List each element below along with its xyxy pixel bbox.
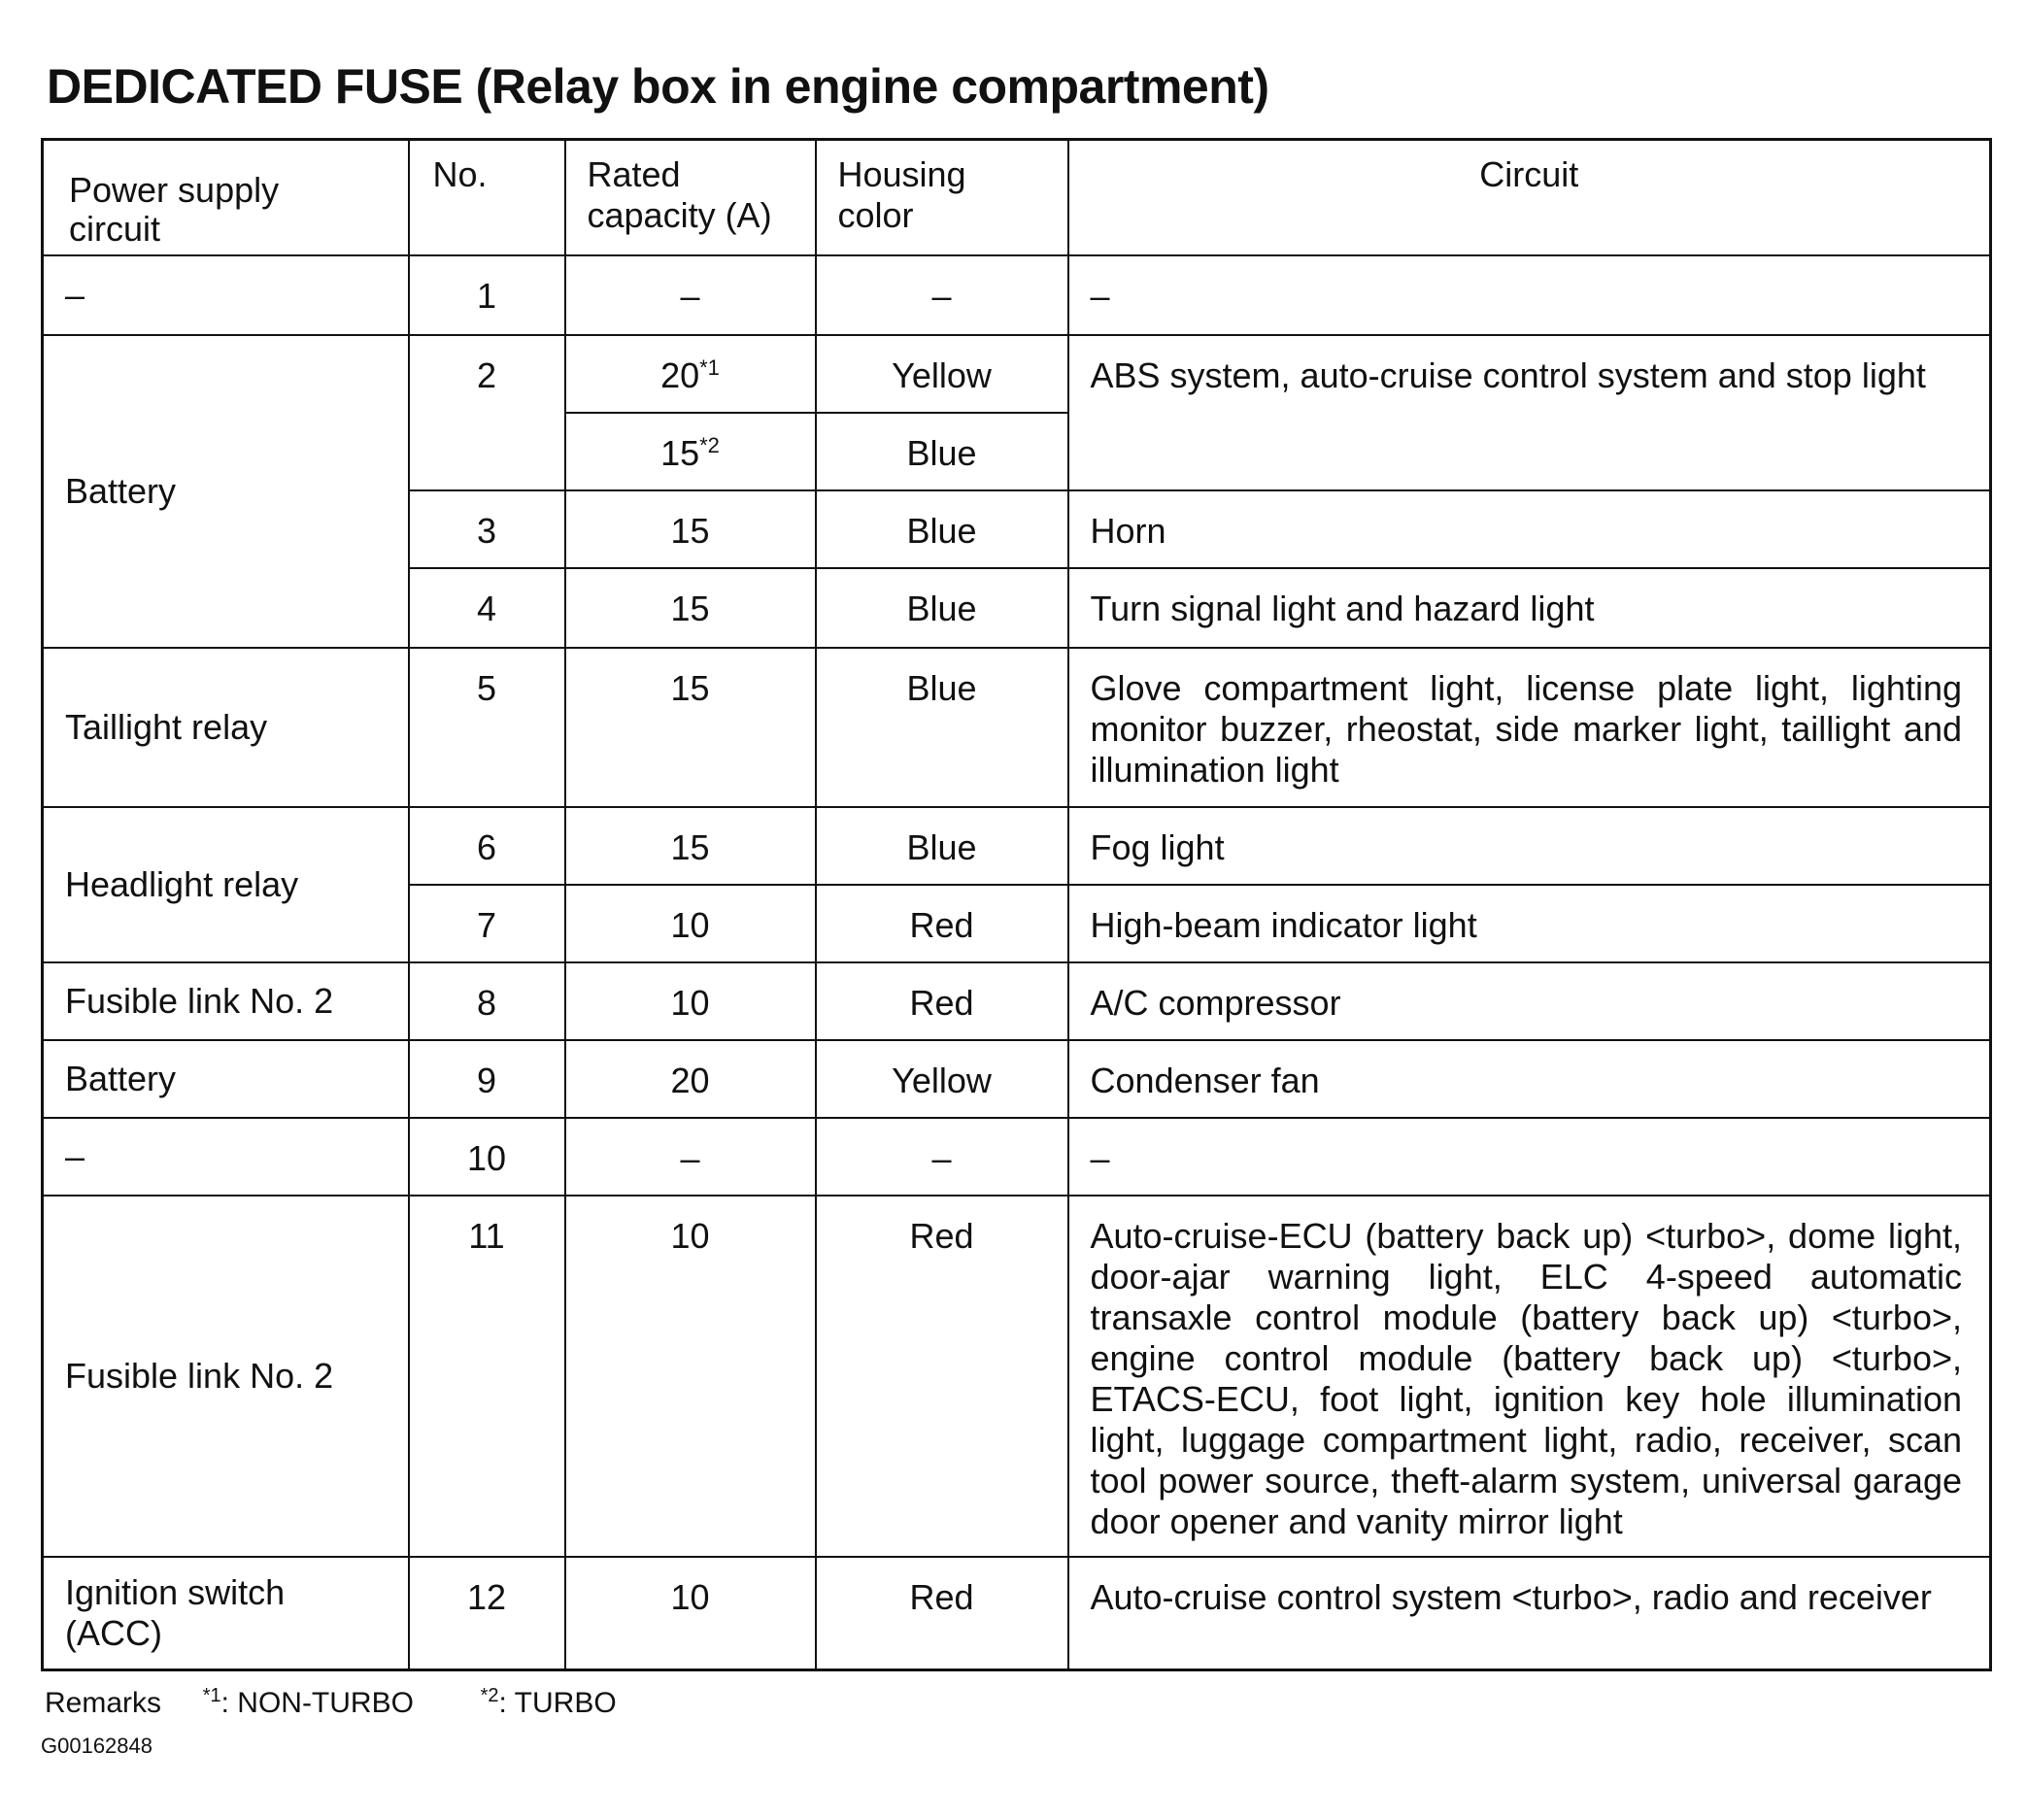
housing-color: Blue <box>816 807 1068 885</box>
rated-capacity: – <box>565 255 816 335</box>
footnote-mark: *2 <box>480 1685 499 1706</box>
circuit-cell: – <box>1068 255 1991 335</box>
table-row <box>43 1557 1991 1670</box>
housing-color: – <box>816 1118 1068 1196</box>
housing-color: Red <box>816 885 1068 962</box>
fuse-number: 6 <box>409 807 565 885</box>
housing-color: Red <box>816 1196 1068 1557</box>
rated-capacity: 15 <box>565 490 816 568</box>
fuse-number: 1 <box>409 255 565 335</box>
rated-capacity: 15 <box>565 648 816 807</box>
circuit-cell: Fog light <box>1068 807 1991 885</box>
table-row <box>43 962 1991 1040</box>
rated-capacity: 10 <box>565 1557 816 1670</box>
circuit-cell: Turn signal light and hazard light <box>1068 568 1991 648</box>
header-rated-capacity <box>565 140 816 255</box>
header-power-supply <box>43 140 409 255</box>
header-housing-color <box>816 140 1068 255</box>
fuse-number: 8 <box>409 962 565 1040</box>
remarks-label: Remarks <box>45 1687 162 1719</box>
header-power-supply-line2: circuit <box>69 208 161 249</box>
rated-capacity: 10 <box>565 885 816 962</box>
supply-line1: Ignition switch <box>65 1571 286 1612</box>
rated-capacity <box>565 335 816 413</box>
header-rated-line1: Rated <box>587 154 681 194</box>
housing-color: Yellow <box>816 1040 1068 1118</box>
housing-color: Blue <box>816 490 1068 568</box>
rated-capacity: – <box>565 1118 816 1196</box>
fuse-number: 12 <box>409 1557 565 1670</box>
supply-cell: – <box>43 255 409 335</box>
circuit-cell: – <box>1068 1118 1991 1196</box>
table-row <box>43 1196 1991 1557</box>
housing-color: – <box>816 255 1068 335</box>
fuse-number: 2 <box>409 335 565 490</box>
header-rated-line2: capacity (A) <box>587 195 772 235</box>
rated-capacity: 10 <box>565 1196 816 1557</box>
rated-capacity <box>565 413 816 490</box>
figure-code: G00162848 <box>41 1734 152 1758</box>
rated-capacity: 15 <box>565 807 816 885</box>
circuit-cell: Auto-cruise control system <turbo>, radio and receiver <box>1068 1557 1991 1670</box>
footnote-mark: *2 <box>699 432 720 457</box>
header-no: No. <box>409 140 565 255</box>
circuit-cell: Condenser fan <box>1068 1040 1991 1118</box>
circuit-cell: Horn <box>1068 490 1991 568</box>
supply-cell: – <box>43 1118 409 1196</box>
supply-cell: Fusible link No. 2 <box>43 962 409 1040</box>
footnote-mark: *1 <box>202 1685 221 1706</box>
table-row <box>43 648 1991 807</box>
table-row <box>43 255 1991 335</box>
remarks-note-1: : NON-TURBO <box>220 1687 414 1719</box>
page-title: DEDICATED FUSE (Relay box in engine compartment) <box>47 59 1269 114</box>
fuse-number: 3 <box>409 490 565 568</box>
housing-color: Blue <box>816 413 1068 490</box>
rated-capacity-value: 20 <box>660 354 700 395</box>
circuit-cell: Glove compartment light, license plate light, lighting monitor buzzer, rheostat, side marker light, taillight and illumination light <box>1068 648 1991 807</box>
supply-cell <box>43 1557 409 1670</box>
supply-cell: Fusible link No. 2 <box>43 1196 409 1557</box>
rated-capacity: 20 <box>565 1040 816 1118</box>
supply-cell: Headlight relay <box>43 807 409 962</box>
fuse-table <box>41 138 1992 1671</box>
table-row <box>43 335 1991 413</box>
circuit-cell: Auto-cruise-ECU (battery back up) <turbo>, dome light, door-ajar warning light, ELC 4-speed automatic transaxle control module (battery back up) <turbo>, engine control module (battery back up) <turbo>, ETACS-ECU, foot light, ignition key hole illumination light, luggage compartment light, radio, receiver, scan tool power source, theft-alarm system, universal garage door opener and vanity mirror light <box>1068 1196 1991 1557</box>
fuse-number: 10 <box>409 1118 565 1196</box>
housing-color: Blue <box>816 568 1068 648</box>
table-header-row <box>43 140 1991 255</box>
supply-cell: Battery <box>43 335 409 648</box>
circuit-cell: ABS system, auto-cruise control system and stop light <box>1068 335 1991 490</box>
header-housing-line1: Housing <box>837 154 966 194</box>
housing-color: Red <box>816 962 1068 1040</box>
housing-color: Yellow <box>816 335 1068 413</box>
rated-capacity: 15 <box>565 568 816 648</box>
table-row <box>43 1118 1991 1196</box>
circuit-cell: High-beam indicator light <box>1068 885 1991 962</box>
supply-cell: Taillight relay <box>43 648 409 807</box>
fuse-number: 4 <box>409 568 565 648</box>
fuse-number: 5 <box>409 648 565 807</box>
remarks <box>45 1687 617 1720</box>
circuit-cell: A/C compressor <box>1068 962 1991 1040</box>
supply-line2: (ACC) <box>65 1612 162 1653</box>
fuse-number: 9 <box>409 1040 565 1118</box>
fuse-number: 7 <box>409 885 565 962</box>
rated-capacity-value: 15 <box>660 432 700 473</box>
footnote-mark: *1 <box>699 354 720 380</box>
header-housing-line2: color <box>837 195 914 235</box>
table-row <box>43 1040 1991 1118</box>
remarks-note-2: : TURBO <box>498 1687 617 1719</box>
header-power-supply-line1: Power supply <box>69 169 280 210</box>
fuse-number: 11 <box>409 1196 565 1557</box>
housing-color: Red <box>816 1557 1068 1670</box>
supply-cell: Battery <box>43 1040 409 1118</box>
table-row <box>43 807 1991 885</box>
rated-capacity: 10 <box>565 962 816 1040</box>
header-circuit: Circuit <box>1068 140 1991 255</box>
housing-color: Blue <box>816 648 1068 807</box>
